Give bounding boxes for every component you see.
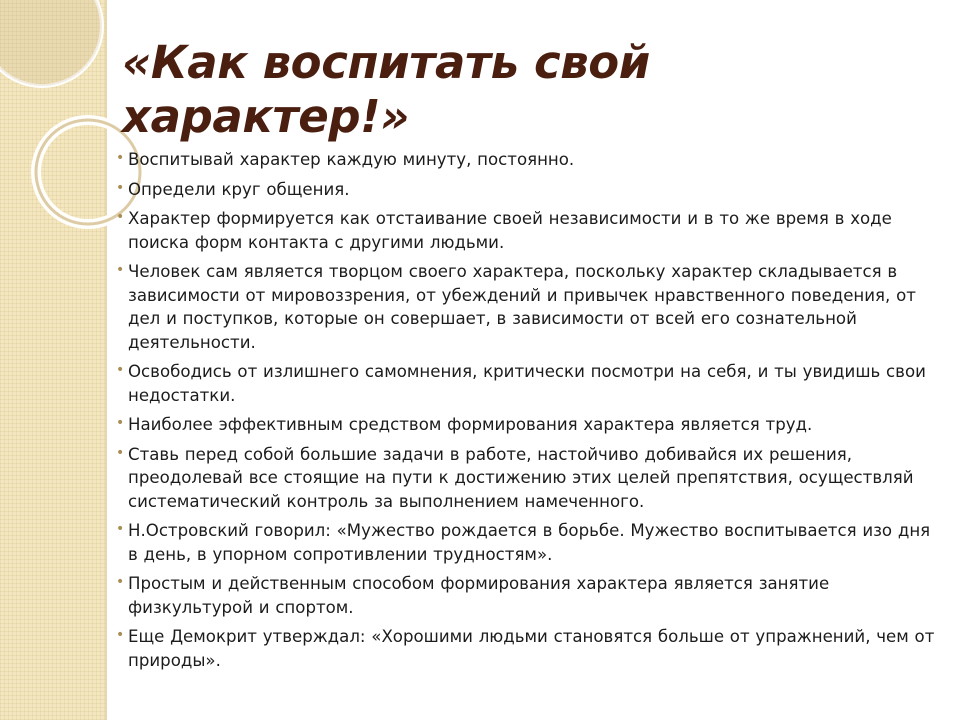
list-item-text: Еще Демокрит утверждал: «Хорошими людьми становятся больше от упражнений, чем от природы». (128, 627, 935, 670)
list-item-text: Человек сам является творцом своего характера, поскольку характер складывается в зависимости от мировоззрения, от убеждений и привычек нравственного поведения, от дел и поступков, которые он совершает, в зависимости от всей его сознательной деятельности. (128, 262, 916, 352)
slide-title: «Как воспитать свой характер!» (122, 36, 650, 143)
bullet-dot-icon: • (116, 262, 125, 278)
list-item-text: Определи круг общения. (128, 179, 350, 199)
list-item-text: Характер формируется как отстаивание своей независимости и в то же время в ходе поиска форм контакта с другими людьми. (128, 209, 892, 252)
bullet-dot-icon: • (116, 415, 125, 431)
list-item-text: Освободись от излишнего самомнения, критически посмотри на себя, и ты увидишь свои недостатки. (128, 362, 926, 405)
list-item (116, 572, 938, 619)
bullet-dot-icon: • (116, 574, 125, 590)
list-item (116, 178, 938, 202)
bullet-dot-icon: • (116, 150, 125, 166)
list-item (116, 207, 938, 254)
list-item (116, 360, 938, 407)
bullet-dot-icon: • (116, 362, 125, 378)
list-item (116, 625, 938, 672)
bullet-dot-icon: • (116, 627, 125, 643)
bullet-dot-icon: • (116, 521, 125, 537)
list-item (116, 443, 938, 514)
bullet-dot-icon: • (116, 209, 125, 225)
list-item-text: Воспитывай характер каждую минуту, постоянно. (128, 150, 575, 169)
list-item (116, 413, 938, 437)
list-item (116, 148, 938, 172)
list-item-text: Простым и действенным способом формирования характера является занятие физкультурой и спортом. (128, 574, 830, 617)
bullet-list (116, 148, 938, 678)
list-item (116, 519, 938, 566)
list-item-text: Н.Островский говорил: «Мужество рождается в борьбе. Мужество воспитывается изо дня в день, в упорном сопротивлении трудностям». (128, 521, 931, 564)
bullet-dot-icon: • (116, 179, 125, 196)
list-item-text: Наиболее эффективным средством формирования характера является труд. (128, 415, 813, 434)
bullet-dot-icon: • (116, 444, 125, 461)
list-item-text: Ставь перед собой большие задачи в работе, настойчиво добивайся их решения, преодолевай все стоящие на пути к достижению этих целей препятствия, осуществляй систематический контроль за выполнением намеченного. (128, 444, 914, 511)
list-item (116, 260, 938, 354)
